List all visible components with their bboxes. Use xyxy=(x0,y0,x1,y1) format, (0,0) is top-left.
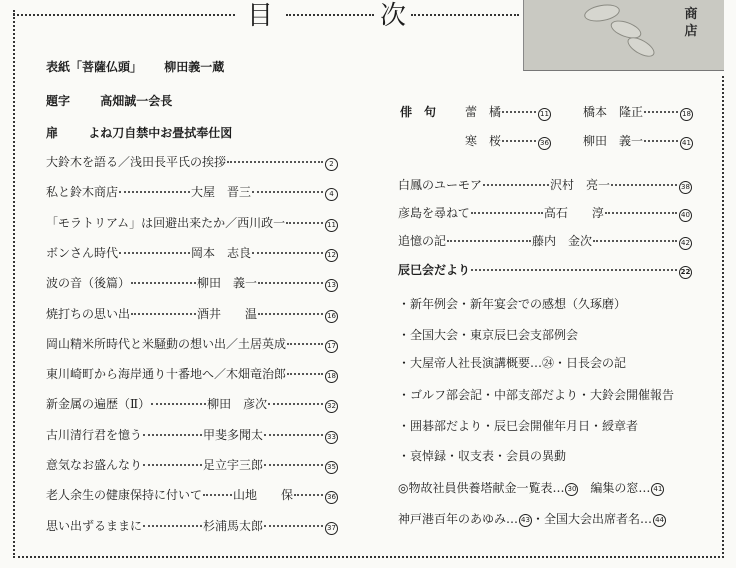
leader-dots xyxy=(593,240,677,242)
entry-author: 藤内 金次 xyxy=(532,234,593,248)
tatsumi-heading xyxy=(398,262,692,279)
haiku-title: 蕾 橘 xyxy=(465,105,502,119)
leader-dots xyxy=(258,313,323,315)
entry-author: 岡本 志良 xyxy=(191,245,252,260)
leader-dots xyxy=(151,403,206,405)
haiku-author: 橋本 隆正 xyxy=(583,105,644,119)
haiku-item xyxy=(583,133,693,150)
entry-title: 焼打ちの思い出 xyxy=(46,306,131,321)
border-top-middle xyxy=(286,14,374,16)
leader-dots xyxy=(143,464,202,466)
tatsumi-item: ・ゴルフ部会記・中部支部だより・大鈴会開催報告 xyxy=(398,388,675,402)
memorial-line xyxy=(398,480,664,496)
leader-dots xyxy=(131,282,196,284)
leader-dots xyxy=(611,184,677,186)
toc-entry xyxy=(46,518,338,535)
memorial-text: ◎物故社員供養塔献金一覧表… xyxy=(398,481,565,495)
toc-entry xyxy=(46,487,338,504)
toc-title-char-2: 次 xyxy=(380,1,407,31)
toc-entry xyxy=(398,205,692,222)
leader-dots xyxy=(471,212,543,214)
page-number: 11 xyxy=(538,108,551,121)
page-number: 32 xyxy=(325,400,338,413)
entry-title: 岡山精米所時代と米騒動の想い出／土居英成 xyxy=(46,336,287,351)
page-number: 35 xyxy=(325,461,338,474)
entry-author: 柳田 彦次 xyxy=(207,397,268,412)
editorial-text: 編集の窓… xyxy=(590,481,651,495)
frontispiece-line xyxy=(46,125,232,141)
calligraphy-author: 高畑誠一会長 xyxy=(100,94,173,108)
leader-dots xyxy=(268,403,323,405)
calligraphy-label: 題字 xyxy=(46,94,71,108)
page-number: 44 xyxy=(653,514,666,527)
tatsumi-item: ・大屋帝人社長演講概要…㉔・日長会の記 xyxy=(398,356,627,370)
cover-author: 柳田義一蔵 xyxy=(164,60,225,74)
leader-dots xyxy=(483,184,549,186)
leader-dots xyxy=(287,343,323,345)
leader-dots xyxy=(264,525,323,527)
page-number: 38 xyxy=(679,181,692,194)
border-bottom xyxy=(13,556,724,558)
entry-author: 甲斐多聞太 xyxy=(203,427,264,442)
entry-title: 新金属の遍歴（Ⅱ） xyxy=(46,397,151,412)
entry-author: 大屋 晋三 xyxy=(191,185,252,200)
leader-dots xyxy=(227,161,323,163)
leader-dots xyxy=(252,252,323,254)
entry-author: 沢村 亮一 xyxy=(550,178,611,192)
page-number: 18 xyxy=(325,370,338,383)
haiku-item xyxy=(583,104,693,121)
toc-entry xyxy=(46,306,338,323)
border-top-right xyxy=(411,14,519,16)
entry-title: 意気なお盛んなり xyxy=(46,458,143,472)
leader-dots xyxy=(119,252,190,254)
entry-title: 追憶の記 xyxy=(398,234,447,248)
haiku-item xyxy=(465,133,551,150)
entry-author: 高石 淳 xyxy=(543,206,604,220)
tatsumi-item: ・全国大会・東京辰巳会支部例会 xyxy=(398,328,579,342)
page-number: 11 xyxy=(325,219,338,232)
toc-entry xyxy=(46,457,338,474)
entry-title: ボンさん時代 xyxy=(46,245,119,260)
toc-entry xyxy=(398,233,692,250)
toc-entry xyxy=(46,154,338,171)
page-number: 2 xyxy=(325,158,338,171)
leader-dots xyxy=(287,373,323,375)
entry-title: 思い出ずるままに xyxy=(46,518,143,533)
cover-line xyxy=(46,59,224,75)
tatsumi-item: ・新年例会・新年宴会での感想（久琢磨） xyxy=(398,297,627,311)
page-number: 4 xyxy=(325,188,338,201)
entry-author: 足立宇三郎 xyxy=(203,458,264,472)
entry-title: 白鳳のユーモア xyxy=(398,178,483,192)
cover-label: 表紙「菩薩仏頭」 xyxy=(46,60,143,74)
page-number: 41 xyxy=(680,137,693,150)
toc-entry xyxy=(46,275,338,292)
page-number: 37 xyxy=(325,522,338,535)
entry-author: 杉浦馬太郎 xyxy=(203,518,264,533)
leader-dots xyxy=(131,313,196,315)
entry-title: 東川崎町から海岸通り十番地へ／木畑竜治郎 xyxy=(46,367,287,382)
leader-dots xyxy=(119,191,190,193)
entry-title: 大鈴木を語る／浅田長平氏の挨拶 xyxy=(46,155,227,169)
toc-title-char-1: 目 xyxy=(247,1,274,31)
leader-dots xyxy=(286,222,323,224)
toc-entry xyxy=(46,245,338,262)
calligraphy-line xyxy=(46,93,172,109)
photo-sign-text: 商店 xyxy=(684,7,698,39)
tatsumi-title: 辰巳会だより xyxy=(398,263,471,277)
leader-dots xyxy=(252,191,323,193)
haiku-author: 柳田 義一 xyxy=(583,134,644,148)
entry-title: 老人余生の健康保持に付いて xyxy=(46,488,203,503)
leader-dots xyxy=(258,282,323,284)
leader-dots xyxy=(264,434,323,436)
frontispiece-desc: よね刀自禁中お畳拭奉仕図 xyxy=(88,126,233,140)
toc-entry xyxy=(398,177,692,194)
page-number: 13 xyxy=(325,279,338,292)
border-left xyxy=(13,10,15,558)
toc-entry xyxy=(46,336,338,353)
page-number: 30 xyxy=(565,483,578,496)
entry-title: 波の音（後篇） xyxy=(46,276,131,291)
page-number: 43 xyxy=(519,514,532,527)
toc-entry xyxy=(46,366,338,383)
tatsumi-item: ・哀悼録・収支表・会員の異動 xyxy=(398,449,567,463)
entry-author: 柳田 義一 xyxy=(197,276,258,291)
page-number: 16 xyxy=(325,310,338,323)
attendees-text: ・全国大会出席者名… xyxy=(532,512,653,526)
storefront-photo xyxy=(523,0,724,71)
page-number: 18 xyxy=(680,108,693,121)
haiku-title: 寒 桜 xyxy=(465,134,502,148)
leader-dots xyxy=(294,494,323,496)
toc-entry xyxy=(46,184,338,201)
leader-dots xyxy=(143,434,202,436)
page-number: 42 xyxy=(679,237,692,250)
toc-entry xyxy=(46,396,338,413)
leader-dots xyxy=(143,525,202,527)
entry-title: 彦島を尋ねて xyxy=(398,206,470,220)
page-number: 33 xyxy=(325,431,338,444)
leader-dots xyxy=(264,464,323,466)
photo-footprint xyxy=(625,33,658,60)
leader-dots xyxy=(447,240,531,242)
entry-author: 山地 保 xyxy=(233,488,294,503)
leader-dots xyxy=(605,212,677,214)
entry-title: 「モラトリアム」は回避出来たか／西川政一 xyxy=(46,215,286,230)
border-top-left xyxy=(13,14,235,16)
haiku-item xyxy=(465,104,551,121)
border-right xyxy=(722,76,724,558)
page-number: 41 xyxy=(651,483,664,496)
tatsumi-item: ・囲碁部だより・辰巳会開催年月日・綬章者 xyxy=(398,419,639,433)
page-number: 40 xyxy=(679,209,692,222)
page-number: 22 xyxy=(679,266,692,279)
toc-entry xyxy=(46,215,338,232)
frontispiece-label: 扉 xyxy=(46,126,59,140)
page-number: 36 xyxy=(325,491,338,504)
toc-entry xyxy=(46,427,338,444)
kobe-text: 神戸港百年のあゆみ… xyxy=(398,512,519,526)
entry-title: 私と鈴木商店 xyxy=(46,185,119,200)
page-number: 12 xyxy=(325,249,338,262)
kobe-line xyxy=(398,511,666,527)
page-number: 36 xyxy=(538,137,551,150)
leader-dots xyxy=(203,494,232,496)
page-number: 17 xyxy=(325,340,338,353)
entry-author: 酒井 温 xyxy=(197,306,258,321)
entry-title: 古川清行君を憶う xyxy=(46,427,143,442)
haiku-label: 俳 句 xyxy=(400,105,437,119)
